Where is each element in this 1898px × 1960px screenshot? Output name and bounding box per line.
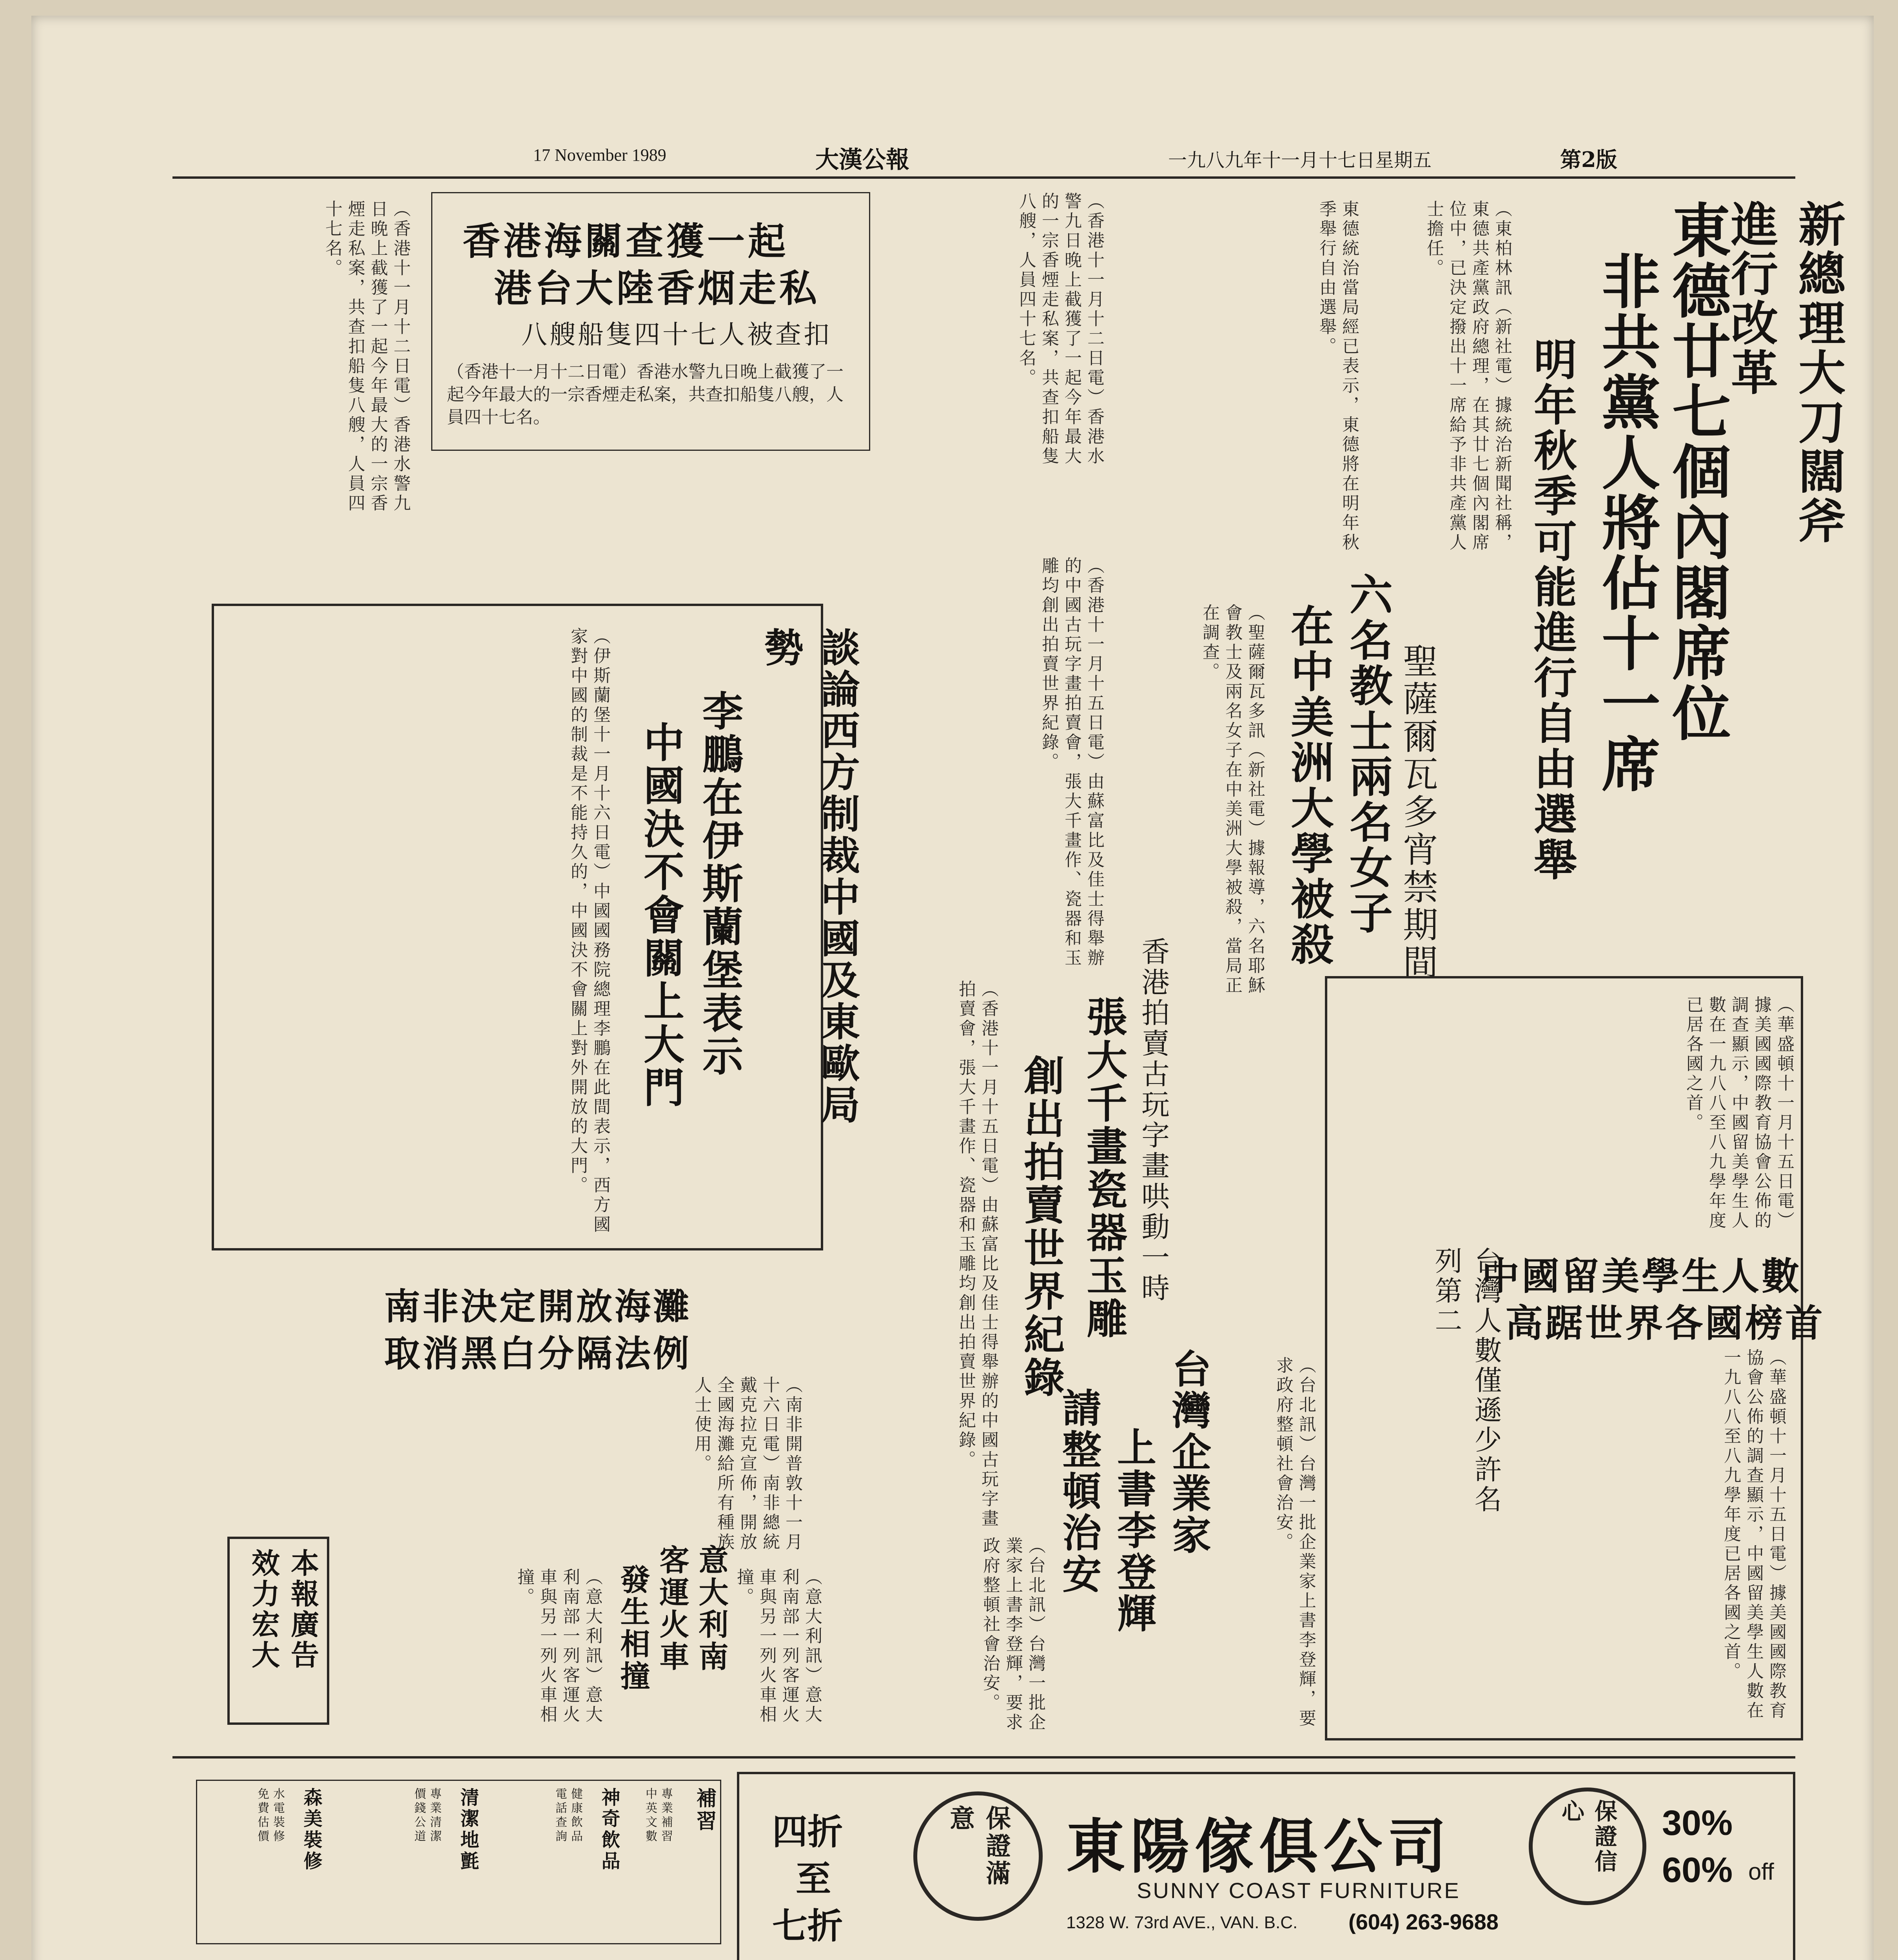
house-ad-line-2: 效力宏大 (247, 1548, 280, 1671)
discount-left-2: 至 (796, 1858, 831, 1900)
classified-1-line-1: 專業補習 (659, 1788, 673, 1844)
smuggling-headline-2: 港台大陸香烟走私 (494, 266, 820, 310)
auction-kicker: 香港拍賣古玩字畫哄動一時 (1137, 937, 1170, 1304)
date-english: 17 November 1989 (533, 145, 666, 165)
salvador-body: （聖薩爾瓦多訊（新社電）據報導，六名耶穌會教士及兩名女子在中美洲大學被殺，當局正在調查。 (1199, 604, 1265, 996)
classified-4-title: 森美裝修 (300, 1788, 322, 1872)
auction-headline-1: 張大千畫瓷器玉雕 (1080, 996, 1128, 1341)
sa-headline-2: 取消黑白分隔法例 (384, 1332, 692, 1375)
masthead-rule (172, 176, 1795, 179)
li-peng-headline-1: 李鵬在伊斯蘭堡表示 (695, 690, 744, 1078)
students-body: （華盛頓十一月十五日電）據美國國際教育協會公佈的調查顯示，中國留美學生人數在一九八八至八九學年度已居各國之首。 (1683, 996, 1794, 1231)
house-ad-line-1: 本報廣告 (286, 1548, 319, 1671)
pct-1: 30% (1662, 1804, 1733, 1843)
classified-2-line-2: 電話查詢 (553, 1788, 567, 1844)
smuggling-subhead: 八艘船隻四十七人被查扣 (521, 319, 832, 350)
company-address: 1328 W. 73rd AVE., VAN. B.C. (1066, 1913, 1298, 1932)
auction-body: （香港十一月十五日電）由蘇富比及佳士得舉辦的中國古玩字畫拍賣會，張大千畫作、瓷器和玉雕均創出拍賣世界紀錄。 (1039, 557, 1104, 968)
classified-3-line-1: 專業清潔 (428, 1788, 441, 1844)
students-body-cont: （華盛頓十一月十五日電）據美國國際教育協會公佈的調查顯示，中國留美學生人數在一九八八至八九學年度已居各國之首。 (1721, 1348, 1786, 1721)
students-subhead: 台灣人數僅遜少許名列第二 (1430, 1247, 1502, 1515)
italy-headline-3: 發生相撞 (615, 1564, 650, 1693)
stamp-right (1529, 1788, 1646, 1905)
pct-off: off (1748, 1858, 1774, 1885)
paper-name: 大漢公報 (815, 146, 909, 174)
page-label: 第2版 (1560, 147, 1617, 172)
classified-4-line-1: 水電裝修 (271, 1788, 285, 1844)
smuggling-headline-1: 香港海關查獲一起 (463, 219, 789, 263)
salvador-headline-1: 六名教士兩名女子 (1343, 572, 1393, 936)
lead-subhead: 明年秋季可能進行自由選舉 (1527, 337, 1577, 883)
smuggling-body-cont: （香港十一月十二日電）香港水警九日晚上截獲了一起今年最大的一宗香煙走私案，共查扣船隻八艘，人員四十七名。 (1016, 192, 1104, 466)
taiwan-headline-2: 上書李登輝 (1110, 1427, 1157, 1635)
taiwan-headline-1: 台灣企業家 (1165, 1348, 1212, 1556)
classified-3-line-2: 價錢公道 (412, 1788, 426, 1844)
smuggling-body: （香港十一月十二日電）香港水警九日晚上截獲了一起今年最大的一宗香煙走私案，共查扣船隻八艘，人員四十七名。 (447, 362, 844, 427)
taiwan-body-cont: （台北訊）台灣一批企業家上書李登輝，要求政府整頓社會治安。 (980, 1537, 1045, 1733)
classified-2-line-1: 健康飲品 (569, 1788, 582, 1844)
left-col-body: （香港十一月十二日電）香港水警九日晚上截獲了一起今年最大的一宗香煙走私案，共查扣船隻八艘，人員四十七名。 (322, 200, 410, 514)
lead-kicker: 新總理大刀闊斧進行改革 (1723, 200, 1846, 546)
classified-3-title: 清潔地氈 (457, 1788, 479, 1872)
stamp-right-text: 保證信心 (1558, 1799, 1617, 1875)
stamp-left-text: 保證滿意 (945, 1805, 1011, 1887)
auction-headline-2: 創出拍賣世界紀錄 (1017, 1054, 1065, 1399)
salvador-headline-2: 在中美洲大學被殺 (1284, 604, 1334, 967)
li-peng-headline-2: 中國決不會關上大門 (637, 721, 685, 1109)
company-name-zh: 東陽傢俱公司 (1066, 1812, 1452, 1881)
pct-2: 60% (1662, 1851, 1733, 1890)
classified-4-line-2: 免費估價 (255, 1788, 269, 1844)
taiwan-body: （台北訊）台灣一批企業家上書李登輝，要求政府整頓社會治安。 (1273, 1356, 1316, 1729)
lead-body-1: （東柏林訊（新社電）據統治新聞社稱，東德共產黨政府總理，在其廿七個內閣席位中，已決定撥出十一席給予非共產黨人士擔任。 (1424, 200, 1512, 553)
discount-left-3: 七折 (772, 1905, 843, 1947)
discount-left-1: 四折 (772, 1811, 843, 1853)
auction-body-cont: （香港十一月十五日電）由蘇富比及佳士得舉辦的中國古玩字畫拍賣會，張大千畫作、瓷器和玉雕均創出拍賣世界紀錄。 (956, 980, 998, 1529)
lead-headline-1: 東德廿七個內閣席位 (1662, 200, 1731, 743)
lead-headline-2: 非共黨人將佔十一席 (1591, 251, 1660, 794)
classified-2-title: 神奇飲品 (598, 1788, 620, 1872)
company-name-en: SUNNY COAST FURNITURE (1137, 1878, 1461, 1903)
italy-headline-1: 意大利南 (694, 1544, 729, 1673)
italy-headline-2: 客運火車 (655, 1544, 690, 1673)
students-headline-1: 中國留美學生人數 (1482, 1254, 1802, 1298)
date-chinese: 一九八九年十一月十七日星期五 (1168, 149, 1432, 171)
classified-1-line-2: 中英文數 (643, 1788, 657, 1844)
newspaper-page (31, 16, 1874, 1960)
company-phone: (604) 263-9688 (1348, 1909, 1499, 1934)
italy-body-cont: （意大利訊）意大利南部一列客運火車與另一列火車相撞。 (514, 1568, 602, 1725)
sa-body: （南非開普敦十一月十六日電）南非總統戴克拉克宣佈，開放全國海灘給所有種族人士使用。 (691, 1376, 802, 1552)
lead-body-2: 東德統治當局經已表示，東德將在明年秋季舉行自由選舉。 (1316, 200, 1359, 553)
italy-body: （意大利訊）意大利南部一列客運火車與另一列火車相撞。 (734, 1568, 822, 1725)
stamp-left (913, 1791, 1043, 1921)
li-peng-body: （伊斯蘭堡十一月十六日電）中國國務院總理李鵬在此間表示，西方國家對中國的制裁是不能持久的，中國決不會關上對外開放的大門。 (568, 627, 610, 1235)
students-headline-2: 高踞世界各國榜首 (1505, 1301, 1825, 1345)
li-peng-kicker: 談論西方制裁中國及東歐局勢 (758, 627, 860, 1126)
salvador-subhead: 聖薩爾瓦多宵禁期間 (1397, 643, 1438, 982)
sa-headline-1: 南非決定開放海灘 (384, 1285, 692, 1328)
ad-section-rule (172, 1756, 1795, 1759)
classified-1-title: 補習 (693, 1788, 717, 1833)
taiwan-headline-3: 請整頓治安 (1056, 1388, 1102, 1595)
